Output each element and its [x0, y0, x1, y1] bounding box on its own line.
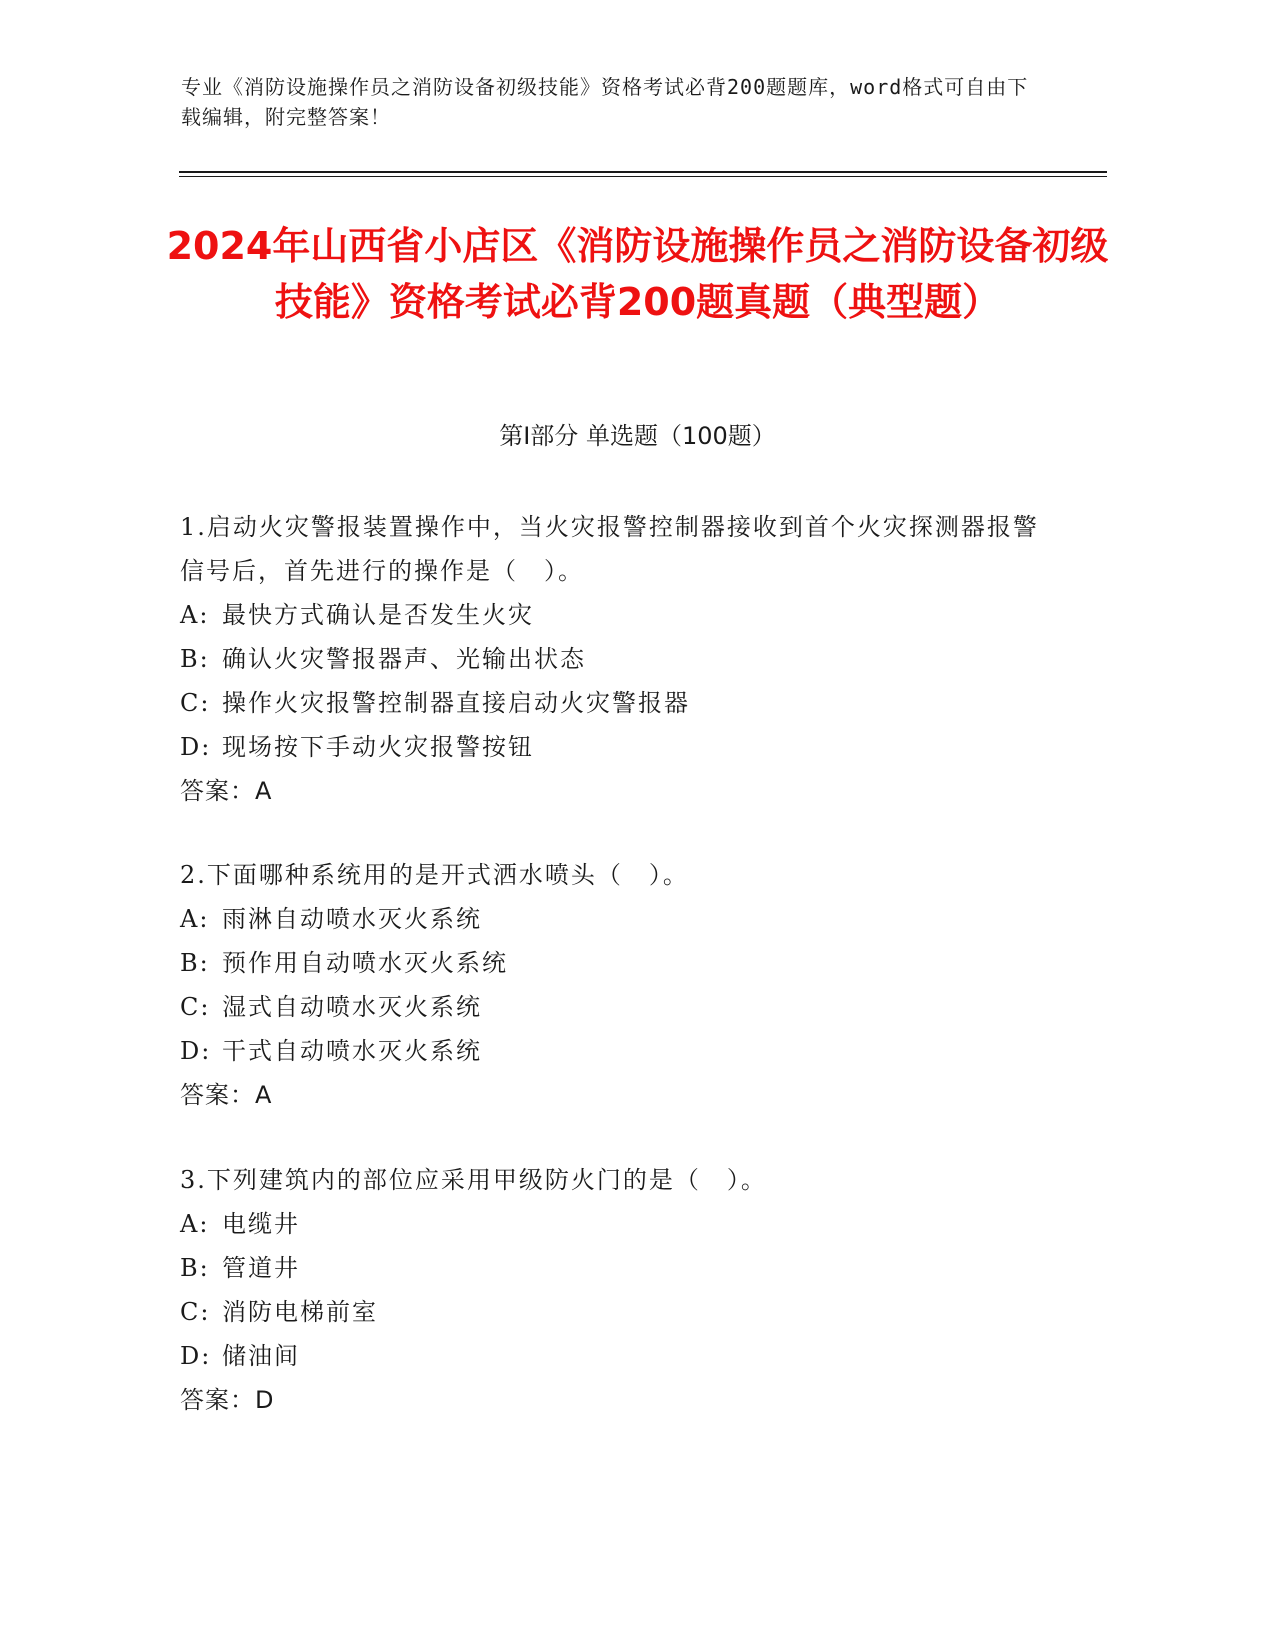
option-text: 操作火灾报警控制器直接启动火灾警报器	[222, 689, 690, 717]
option-d	[180, 1334, 1050, 1378]
header-divider-thick	[179, 171, 1107, 173]
option-text: 管道井	[222, 1254, 300, 1282]
option-text: 现场按下手动火灾报警按钮	[222, 733, 534, 761]
option-b	[180, 1246, 1050, 1290]
option-text: 储油间	[222, 1342, 300, 1370]
option-letter: A:	[180, 1210, 210, 1238]
option-text: 预作用自动喷水灭火系统	[222, 949, 508, 977]
header-divider-thin	[179, 176, 1107, 177]
answer-line: 答案：A	[180, 1081, 273, 1109]
question-stem: 3.下列建筑内的部位应采用甲级防火门的是（ ）。	[180, 1166, 767, 1194]
header-note: 专业《消防设施操作员之消防设备初级技能》资格考试必背200题题库，word格式可自由下载编辑，附完整答案！	[181, 75, 1029, 129]
question-stem: 2.下面哪种系统用的是开式洒水喷头（ ）。	[180, 861, 689, 889]
option-d	[180, 1029, 1050, 1073]
option-c	[180, 681, 1050, 725]
option-text: 湿式自动喷水灭火系统	[222, 993, 482, 1021]
option-letter: D:	[180, 1342, 212, 1370]
question-2	[180, 853, 1050, 1117]
option-letter: B:	[180, 1254, 210, 1282]
option-c	[180, 985, 1050, 1029]
option-d	[180, 725, 1050, 769]
question-1	[180, 505, 1050, 813]
option-text: 电缆井	[222, 1210, 300, 1238]
question-stem: 1.启动火灾警报装置操作中，当火灾报警控制器接收到首个火灾探测器报警信号后，首先进行的操作是（ ）。	[180, 513, 1039, 585]
option-letter: A:	[180, 601, 210, 629]
option-letter: B:	[180, 645, 210, 673]
option-letter: C:	[180, 1298, 211, 1326]
option-letter: D:	[180, 1037, 212, 1065]
answer-line: 答案：D	[180, 1386, 275, 1414]
option-letter: C:	[180, 689, 211, 717]
option-letter: D:	[180, 733, 212, 761]
option-b	[180, 637, 1050, 681]
option-c	[180, 1290, 1050, 1334]
document-title: 2024年山西省小店区《消防设施操作员之消防设备初级技能》资格考试必背200题真题（典型题）	[166, 224, 1109, 324]
option-a	[180, 593, 1050, 637]
option-letter: B:	[180, 949, 210, 977]
answer-line: 答案：A	[180, 777, 273, 805]
option-letter: A:	[180, 905, 210, 933]
option-text: 消防电梯前室	[222, 1298, 378, 1326]
option-text: 雨淋自动喷水灭火系统	[222, 905, 482, 933]
section-title: 第Ⅰ部分 单选题（100题）	[499, 422, 776, 450]
option-text: 确认火灾警报器声、光输出状态	[222, 645, 586, 673]
option-a	[180, 1202, 1050, 1246]
option-b	[180, 941, 1050, 985]
option-text: 干式自动喷水灭火系统	[222, 1037, 482, 1065]
option-letter: C:	[180, 993, 211, 1021]
option-a	[180, 897, 1050, 941]
question-3	[180, 1158, 1050, 1422]
option-text: 最快方式确认是否发生火灾	[222, 601, 534, 629]
